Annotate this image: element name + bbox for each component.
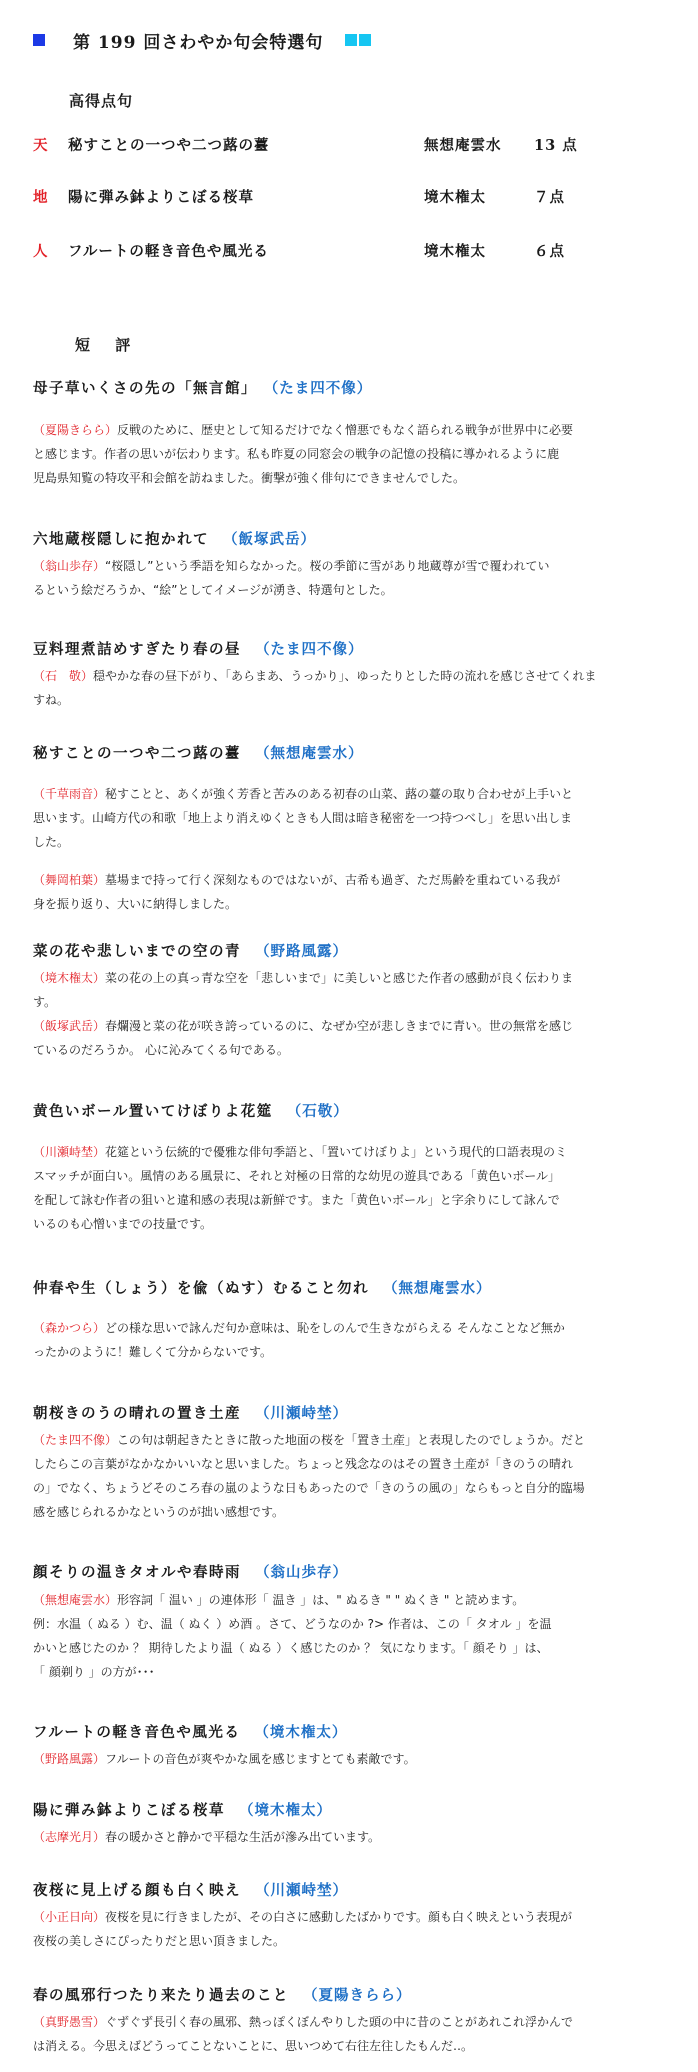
review-haiku	[33, 377, 372, 398]
haiku-author: （境木権太）	[254, 1724, 348, 1741]
review-comment	[33, 2010, 673, 2058]
reviewer-name: （翁山歩存）	[33, 559, 106, 573]
comment-text: 例：水温（ ぬる ）む、温（ ぬく ）め酒 。さて、どうなのか ?> 作者は、この「 タオル 」を温	[33, 1617, 552, 1631]
rank-mark: 地	[33, 189, 48, 206]
comment-text: した。	[33, 835, 70, 849]
reviewer-name: （飯塚武岳）	[33, 1019, 106, 1033]
haiku-author: （翁山歩存）	[255, 1564, 348, 1581]
blue-square-icon	[33, 34, 45, 46]
comment-text: かいと感じたのか ？ 期待したより温（ ぬる ）く感じたのか ？ 気になります。「 顔そり 」は、	[33, 1641, 549, 1655]
comment-text: 穏やかな春の昼下がり、「あらまあ、うっかり」、ゆったりとした時の流れを感じさせてくれま	[93, 669, 597, 683]
reviewer-name: （志摩光月）	[33, 1830, 106, 1844]
haiku-text: 秘すことの一つや二つ蕗の薹	[33, 745, 241, 762]
haiku-text: 夜桜に見上げる顔も白く映え	[33, 1882, 241, 1899]
comment-text: “桜隠し”という季語を知らなかった。桜の季節に雪があり地蔵尊が雪で覆われてい	[105, 559, 550, 573]
haiku-author: （たま四不像）	[271, 380, 373, 397]
haiku-author: （境木権太）	[239, 1802, 332, 1819]
comment-text: スマッチが面白い。風情のある風景に、それと対極の日常的な幼児の遊具である「黄色いボール」	[33, 1169, 561, 1183]
haiku-author: （川瀬峙埜）	[255, 1882, 348, 1899]
reviewer-name: （境木権太）	[33, 971, 106, 985]
comment-text: を配して詠む作者の狙いと違和感の表現は新鮮です。また「黄色いボール」と字余りにして詠んで	[33, 1193, 560, 1207]
top-scores-heading: 高得点句	[69, 92, 134, 110]
haiku-text: 仲春や生（しょう）を偸（ぬす）むること勿れ	[33, 1280, 369, 1297]
rank-author: 無想庵雲水	[424, 137, 502, 154]
haiku-text: 陽に弾み鉢よりこぼる桜草	[33, 1802, 225, 1819]
reviewer-name: （川瀬峙埜）	[33, 1145, 106, 1159]
rank-haiku: フルートの軽き音色や風光る	[68, 243, 269, 260]
comment-text: いるのも心憎いまでの技量です。	[33, 1217, 213, 1231]
comment-text: ったかのように！難しくて分からないです。	[33, 1345, 273, 1359]
haiku-text: 朝桜きのうの晴れの置き土産	[33, 1405, 241, 1422]
review-haiku	[33, 1277, 492, 1298]
review-comment	[33, 418, 673, 490]
rank-author: 境木権太	[424, 243, 486, 260]
rank-score: ７点	[534, 189, 565, 206]
comment-text: 思います。山崎方代の和歌「地上より消えゆくときも人間は暗き秘密を一つ持つべし」を思い出しま	[33, 811, 573, 825]
review-haiku	[33, 1100, 349, 1121]
comment-text: す。	[33, 995, 57, 1009]
review-haiku	[33, 1561, 348, 1582]
comment-text: るという絵だろうか、“絵”としてイメージが湧き、特選句とした。	[33, 583, 393, 597]
review-haiku	[33, 1721, 347, 1742]
reviewer-name: （舞岡柏葉）	[33, 873, 106, 887]
haiku-text: 顔そりの温きタオルや春時雨	[33, 1564, 241, 1581]
haiku-author: （無想庵雲水）	[383, 1280, 492, 1297]
rank-score: ６点	[534, 243, 565, 260]
reviewer-name: （真野愚雪）	[33, 2015, 106, 2029]
review-heading: 短 評	[75, 336, 141, 354]
rank-mark: 人	[33, 243, 48, 260]
comment-text: 感を感じられるかなというのが拙い感想です。	[33, 1505, 285, 1519]
review-haiku	[33, 638, 364, 659]
comment-text: 反戦のために、歴史として知るだけでなく憎悪でもなく語られる戦争が世界中に必要	[117, 423, 574, 437]
comment-text: ているのだろうか。 心に沁みてくる句である。	[33, 1043, 289, 1057]
comment-text: すね。	[33, 693, 70, 707]
review-comment	[33, 782, 673, 854]
comment-text: 春の暖かさと静かで平穏な生活が滲み出ています。	[105, 1830, 381, 1844]
review-haiku	[33, 1879, 348, 1900]
comment-text: 夜桜の美しさにぴったりだと思い頂きました。	[33, 1934, 286, 1948]
rank-haiku: 秘すことの一つや二つ蕗の薹	[68, 137, 270, 154]
review-comment	[33, 664, 673, 712]
rank-mark: 天	[33, 137, 48, 154]
comment-text: 児島県知覧の特攻平和会館を訪ねました。衝撃が強く俳句にできませんでした。	[33, 471, 466, 485]
comment-text: 形容詞「 温い 」の連体形「 温き 」は、" ぬるき " " ぬくき " と読めます。	[117, 1593, 525, 1607]
review-comment	[33, 1825, 673, 1849]
haiku-author: （無想庵雲水）	[255, 745, 364, 762]
haiku-text: 黄色いボール置いてけぼりよ花筵	[33, 1103, 273, 1120]
haiku-text: フルートの軽き音色や風光る	[33, 1724, 241, 1741]
comment-text: フルートの音色が爽やかな風を感じますとても素敵です。	[105, 1752, 416, 1766]
haiku-text: 六地蔵桜隠しに抱かれて	[33, 531, 209, 548]
review-comment	[33, 1905, 673, 1953]
review-comment	[33, 1428, 673, 1524]
comment-text: 秘すことと、あくが強く芳香と苦みのある初春の山菜、蕗の薹の取り合わせが上手いと	[105, 787, 574, 801]
comment-text: と感じます。作者の思いが伝わります。私も昨夏の同窓会の戦争の記憶の投稿に導かれるように鹿	[33, 447, 560, 461]
comment-text: の」でなく、ちょうどそのころ春の嵐のような日もあったので「きのうの風の」ならもっと自分的臨場	[33, 1481, 585, 1495]
haiku-author: （夏陽きらら）	[303, 1987, 412, 2004]
reviewer-name: （野路風露）	[33, 1752, 106, 1766]
comment-text: は消える。今思えばどうってことないことに、思いつめて右往左往したもんだ‥。	[33, 2039, 474, 2053]
review-comment	[33, 966, 673, 1062]
review-haiku	[33, 742, 364, 763]
haiku-author: （たま四不像）	[255, 641, 364, 658]
comment-text: 春爛漫と菜の花が咲き誇っているのに、なぜか空が悲しきまでに青い。世の無常を感じ	[105, 1019, 574, 1033]
review-haiku	[33, 1799, 332, 1820]
review-comment	[33, 1316, 673, 1364]
comment-text: 花筵という伝統的で優雅な俳句季語と、「置いてけぼりよ」という現代的口語表現のミ	[105, 1145, 568, 1159]
haiku-text: 菜の花や悲しいまでの空の青	[33, 943, 241, 960]
reviewer-name: （小正日向）	[33, 1910, 106, 1924]
haiku-text: 豆料理煮詰めすぎたり春の昼	[33, 641, 241, 658]
reviewer-name: （石 敬）	[33, 669, 94, 683]
comment-text: 「 顔剃り 」の方が･･･	[33, 1665, 155, 1679]
haiku-author: （野路風露）	[255, 943, 348, 960]
rank-score: 13 点	[534, 137, 578, 154]
cyan-squares-icon	[345, 31, 373, 50]
review-haiku	[33, 1402, 348, 1423]
comment-text: 夜桜を見に行きましたが、その白さに感動したばかりです。顔も白く映えという表現が	[105, 1910, 573, 1924]
rank-author: 境木権太	[424, 189, 486, 206]
haiku-author: （飯塚武岳）	[223, 531, 316, 548]
haiku-author: （石敬）	[286, 1103, 349, 1120]
comment-text: したらこの言葉がなかなかいいなと思いました。ちょっと残念なのはその置き土産が「きのうの晴れ	[33, 1457, 574, 1471]
comment-text: この句は朝起きたときに散った地面の桜を「置き土産」と表現したのでしょうか。だと	[117, 1433, 586, 1447]
review-comment	[33, 1747, 673, 1771]
rank-haiku: 陽に弾み鉢よりこぼる桜草	[68, 189, 254, 206]
page-title: 第 199 回さわやか句会特選句	[73, 32, 324, 53]
comment-text: 菜の花の上の真っ青な空を「悲しいまで」に美しいと感じた作者の感動が良く伝わりま	[105, 971, 574, 985]
review-comment	[33, 1588, 673, 1684]
review-comment	[33, 554, 673, 602]
title-row	[33, 28, 373, 52]
haiku-text: 母子草いくさの先の「無言館」	[33, 380, 257, 397]
comment-text: 身を振り返り、大いに納得しました。	[33, 897, 238, 911]
comment-text: ぐずぐず長引く春の風邪、熱っぽくぼんやりした頭の中に昔のことがあれこれ浮かんで	[105, 2015, 574, 2029]
reviewer-name: （千草雨音）	[33, 787, 106, 801]
review-comment	[33, 1140, 673, 1236]
review-comment	[33, 868, 673, 916]
review-haiku	[33, 528, 316, 549]
reviewer-name: （無想庵雲水）	[33, 1593, 118, 1607]
reviewer-name: （たま四不像）	[33, 1433, 118, 1447]
haiku-author: （川瀬峙埜）	[255, 1405, 348, 1422]
comment-text: 墓場まで持って行く深刻なものではないが、古希も過ぎ、ただ馬齢を重ねている我が	[105, 873, 561, 887]
reviewer-name: （夏陽きらら）	[33, 423, 118, 437]
comment-text: どの様な思いで詠んだ句か意味は、恥をしのんで生きながらえる そんなことなど無か	[105, 1321, 565, 1335]
haiku-text: 春の風邪行つたり来たり過去のこと	[33, 1987, 289, 2004]
review-haiku	[33, 1984, 412, 2005]
review-haiku	[33, 940, 348, 961]
reviewer-name: （森かつら）	[33, 1321, 106, 1335]
